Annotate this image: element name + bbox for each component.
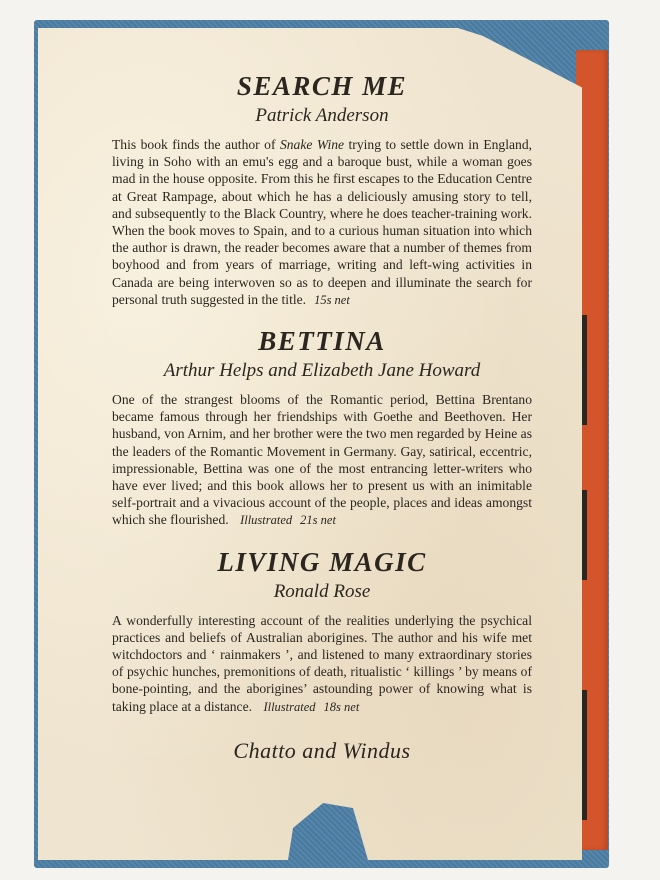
jacket-text xyxy=(112,70,532,764)
blurb-text: This book finds the author of xyxy=(112,137,280,152)
blurb-emphasis: Snake Wine xyxy=(279,137,345,152)
illustrated-label: Illustrated xyxy=(240,513,293,528)
book-author: Patrick Anderson xyxy=(255,105,389,126)
publisher-name: Chatto and Windus xyxy=(233,737,411,763)
book-author: Ronald Rose xyxy=(273,580,371,602)
book-title: LIVING MAGIC xyxy=(217,546,427,577)
book-price: 18s net xyxy=(323,699,360,714)
blurb-text: trying to settle down in England, living in Soho with an emu's egg and a baroque bust, while a woman goes mad in the house opposite. From this he first escapes to the Education Centre at Great Rampage, about which he has a deliciously amusing story to tell, and subsequently to the Black Country, where he does teacher-training work. When the book moves to Spain, and to a curious human situation into which the author is drawn, the reader becomes aware that a number of themes from boyhood and from years of marriage, writing and left-wing activities in Canada are being interwoven so as to deepen and illuminate the search for personal truth suggested in the title. xyxy=(112,137,533,307)
book-price: 15s net xyxy=(314,292,350,307)
book-price: 21s net xyxy=(300,513,336,528)
book-entry-living-magic xyxy=(112,546,532,716)
book-blurb xyxy=(112,612,532,716)
book-blurb xyxy=(112,136,532,309)
book-entry-bettina xyxy=(112,325,532,530)
book-entry-search-me xyxy=(112,70,532,309)
illustrated-label: Illustrated xyxy=(263,699,316,714)
book-title: BETTINA xyxy=(258,326,386,357)
blurb-text: One of the strangest blooms of the Romantic period, Bettina Brentano became famous through her friendships with Goethe and Beethoven. Her husband, von Arnim, and her brother were the two men regarded by Heine as the leaders of the Romantic Movement in Germany. Gay, satirical, eccentric, impressionable, Bettina was one of the most entrancing letter-writers who have ever lived; and this book allows her to present us with an inimitable self-portrait and a vivacious account of the people, places and ideas amongst which she flourished. xyxy=(112,392,532,528)
book-author: Arthur Helps and Elizabeth Jane Howard xyxy=(163,360,481,382)
book-blurb xyxy=(112,391,532,530)
book-title: SEARCH ME xyxy=(236,71,408,101)
blurb-text: A wonderfully interesting account of the realities underlying the psychical practices and beliefs of Australian aborigines. The author and his wife met witchdoctors and ‘ rainmakers ’, and listened to many extraordinary stories of psychic hunches, premonitions of death, ritualistic ‘ killings ’ by means of bone-pointing, and the aborigines’ astounding power of knowing what is taking place at a distance. xyxy=(112,612,532,714)
